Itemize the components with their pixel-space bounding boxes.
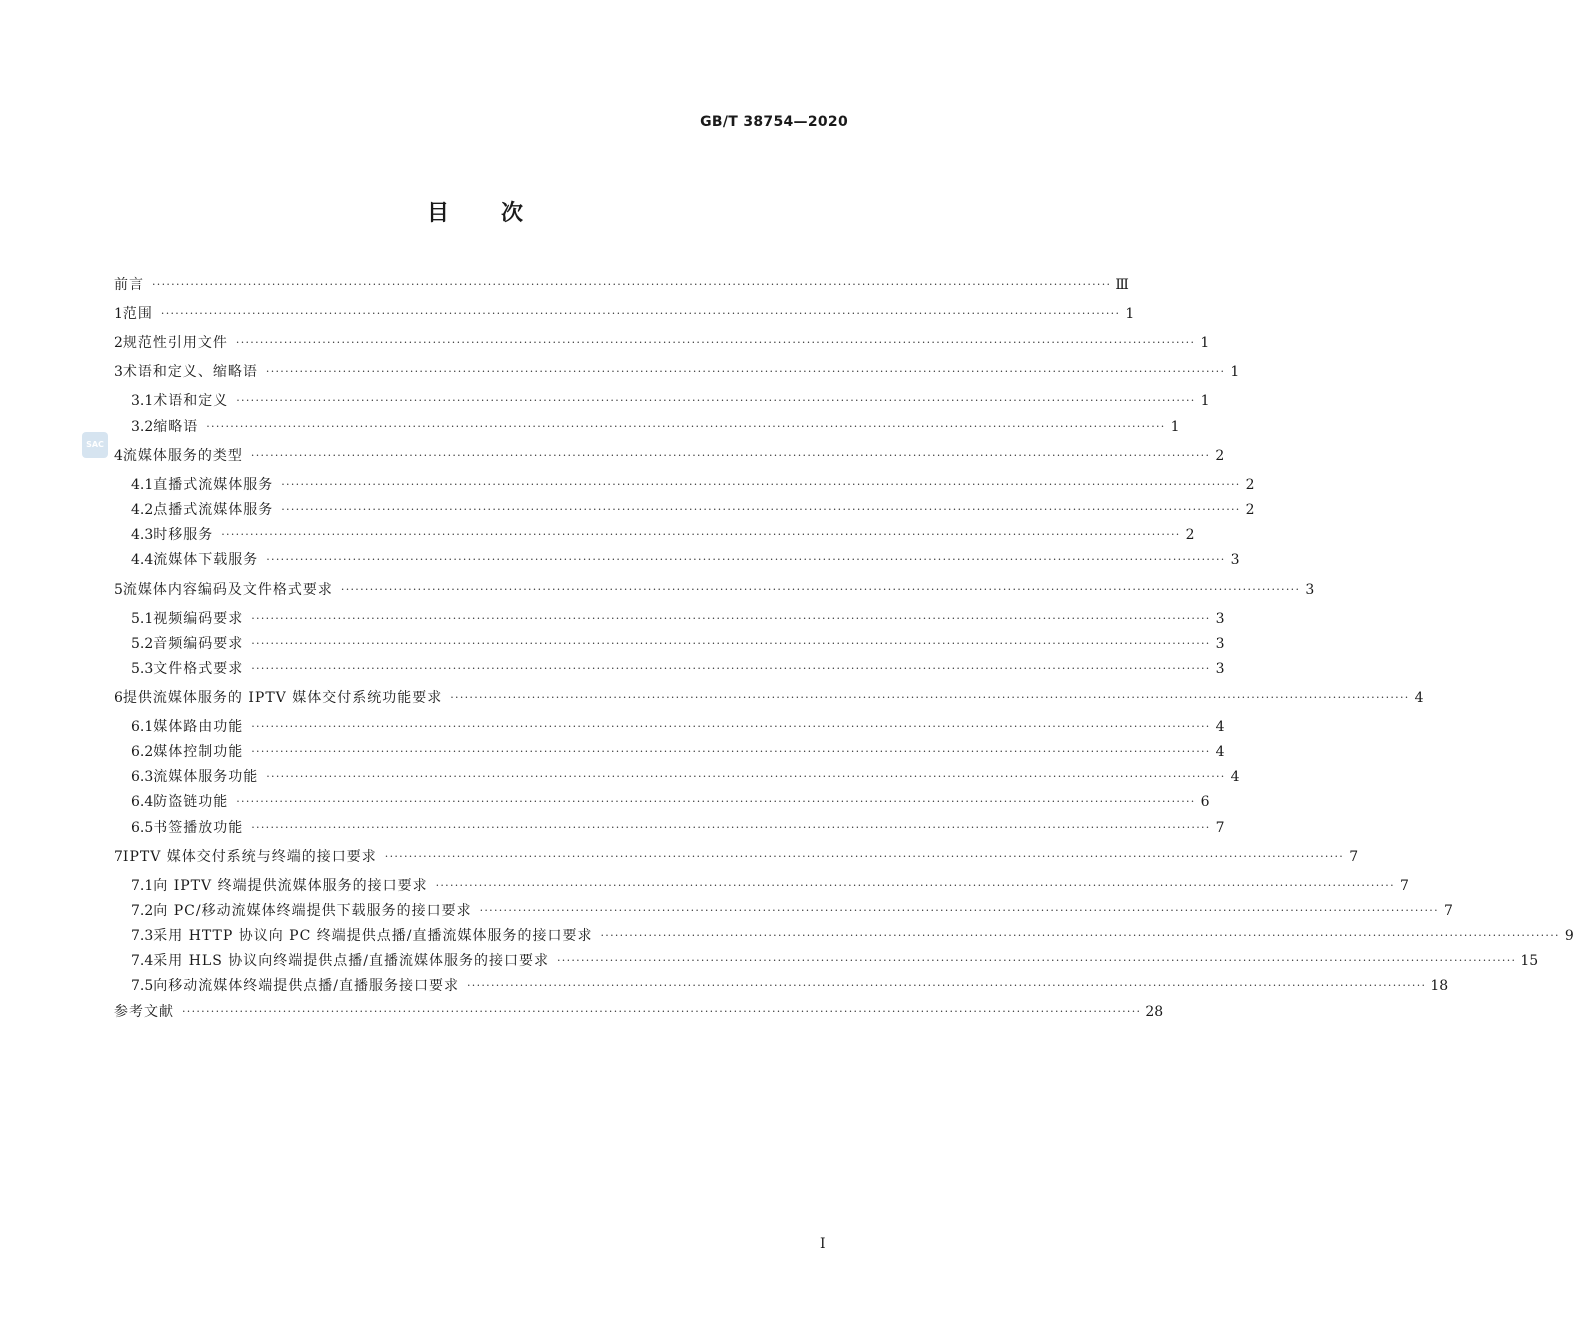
toc-entry[interactable] bbox=[131, 659, 1225, 679]
toc-entry-page: 3 bbox=[1215, 636, 1225, 652]
toc-entry-page: 7 bbox=[1443, 903, 1453, 919]
toc-entry-label: 术语和定义 bbox=[153, 393, 229, 409]
toc-entry-page: 1 bbox=[1125, 306, 1135, 322]
toc-entry-label: 采用 HTTP 协议向 PC 终端提供点播/直播流媒体服务的接口要求 bbox=[153, 928, 593, 944]
toc-entry-number: 5.1 bbox=[131, 611, 154, 627]
toc-entry-number: 4.1 bbox=[131, 477, 154, 493]
toc-entry[interactable] bbox=[131, 767, 1240, 787]
toc-entry[interactable] bbox=[114, 275, 1129, 295]
toc-entry-page: 6 bbox=[1200, 794, 1210, 810]
toc-entry-page: 3 bbox=[1230, 552, 1240, 568]
toc-entry[interactable] bbox=[131, 500, 1255, 520]
toc-entry-number: 6.4 bbox=[131, 794, 154, 810]
toc-entry-label: 直播式流媒体服务 bbox=[153, 477, 274, 493]
toc-entry-number: 6.3 bbox=[131, 769, 154, 785]
toc-entry-page: 3 bbox=[1305, 582, 1315, 598]
toc-entry[interactable] bbox=[131, 951, 1539, 971]
toc-leader-dots: ········································································································································································································ bbox=[600, 929, 1560, 942]
toc-entry-label: 参考文献 bbox=[114, 1004, 174, 1020]
toc-entry-label: 缩略语 bbox=[153, 419, 199, 435]
toc-entry-label: 书签播放功能 bbox=[153, 820, 244, 836]
toc-entry-number: 1 bbox=[114, 306, 123, 322]
toc-entry[interactable] bbox=[131, 609, 1225, 629]
toc-entry-page: 7 bbox=[1399, 878, 1409, 894]
toc-entry[interactable] bbox=[131, 525, 1195, 545]
toc-entry[interactable] bbox=[131, 634, 1225, 654]
toc-entry-label: 前言 bbox=[114, 277, 144, 293]
toc-entry-number: 3.1 bbox=[131, 393, 154, 409]
toc-entry-number: 5 bbox=[114, 582, 123, 598]
toc-entry-page: 15 bbox=[1520, 953, 1539, 969]
toc-entry-label: 流媒体内容编码及文件格式要求 bbox=[122, 582, 333, 598]
toc-entry-label: 采用 HLS 协议向终端提供点播/直播流媒体服务的接口要求 bbox=[153, 953, 549, 969]
toc-entry[interactable] bbox=[131, 391, 1210, 411]
toc-entry-number: 4.4 bbox=[131, 552, 154, 568]
toc-leader-dots: ········································································································································································································ bbox=[251, 662, 1211, 675]
toc-entry-number: 5.3 bbox=[131, 661, 154, 677]
toc-entry-label: 规范性引用文件 bbox=[122, 335, 228, 351]
toc-entry[interactable] bbox=[114, 304, 1135, 324]
toc-leader-dots: ········································································································································································································ bbox=[340, 583, 1301, 596]
toc-entry-label: 媒体控制功能 bbox=[153, 744, 244, 760]
title-char-1: 目 bbox=[426, 201, 449, 226]
toc-entry-page: 2 bbox=[1185, 527, 1195, 543]
toc-entry-number: 3 bbox=[114, 364, 123, 380]
toc-entry-number: 7.1 bbox=[131, 878, 154, 894]
toc-entry[interactable] bbox=[131, 876, 1409, 896]
toc-leader-dots: ········································································································································································································ bbox=[152, 278, 1112, 291]
toc-leader-dots: ········································································································································································································ bbox=[466, 979, 1427, 992]
toc-leader-dots: ········································································································································································································ bbox=[266, 553, 1226, 566]
title-char-2: 次 bbox=[501, 201, 524, 226]
toc-leader-dots: ········································································································································································································ bbox=[251, 720, 1211, 733]
sac-watermark-logo: SAC bbox=[82, 432, 108, 458]
toc-entry-number: 6.2 bbox=[131, 744, 154, 760]
toc-entry-page: 2 bbox=[1215, 448, 1225, 464]
toc-leader-dots: ········································································································································································································ bbox=[450, 691, 1410, 704]
toc-entry-page: 4 bbox=[1230, 769, 1240, 785]
toc-entry-number: 6.5 bbox=[131, 820, 154, 836]
toc-entry[interactable] bbox=[131, 550, 1240, 570]
toc-entry-page: 7 bbox=[1215, 820, 1225, 836]
toc-entry-label: 向 IPTV 终端提供流媒体服务的接口要求 bbox=[153, 878, 428, 894]
toc-entry[interactable] bbox=[114, 1002, 1164, 1022]
toc-leader-dots: ········································································································································································································ bbox=[281, 478, 1241, 491]
toc-entry-page: 3 bbox=[1215, 611, 1225, 627]
toc-entry[interactable] bbox=[131, 475, 1255, 495]
toc-entry-number: 7.3 bbox=[131, 928, 154, 944]
toc-entry-number: 5.2 bbox=[131, 636, 154, 652]
toc-leader-dots: ········································································································································································································ bbox=[265, 365, 1226, 378]
toc-entry[interactable] bbox=[114, 362, 1240, 382]
toc-leader-dots: ········································································································································································································ bbox=[182, 1005, 1142, 1018]
toc-entry-label: 视频编码要求 bbox=[153, 611, 244, 627]
toc-entry-page: 1 bbox=[1170, 419, 1180, 435]
toc-entry[interactable] bbox=[114, 333, 1210, 353]
toc-entry[interactable] bbox=[131, 417, 1180, 437]
toc-entry-label: 防盗链功能 bbox=[153, 794, 229, 810]
toc-entry[interactable] bbox=[131, 792, 1210, 812]
toc-entry[interactable] bbox=[131, 818, 1225, 838]
toc-leader-dots: ········································································································································································································ bbox=[251, 821, 1211, 834]
toc-entry-label: IPTV 媒体交付系统与终端的接口要求 bbox=[122, 849, 377, 865]
toc-entry-label: 范围 bbox=[122, 306, 153, 322]
standard-number: GB/T 38754—2020 bbox=[700, 114, 848, 130]
toc-entry-number: 7.5 bbox=[131, 978, 154, 994]
toc-leader-dots: ········································································································································································································ bbox=[281, 503, 1241, 516]
toc-entry-label: 文件格式要求 bbox=[153, 661, 244, 677]
toc-entry-label: 向 PC/移动流媒体终端提供下载服务的接口要求 bbox=[153, 903, 472, 919]
toc-entry-page: 4 bbox=[1215, 744, 1225, 760]
page-folio: I bbox=[820, 1236, 826, 1252]
toc-leader-dots: ········································································································································································································ bbox=[221, 528, 1181, 541]
toc-entry-label: 流媒体服务功能 bbox=[153, 769, 259, 785]
toc-entry-page: 1 bbox=[1200, 335, 1210, 351]
toc-entry-number: 7.4 bbox=[131, 953, 154, 969]
toc-entry-number: 7.2 bbox=[131, 903, 154, 919]
toc-entry[interactable] bbox=[131, 742, 1225, 762]
toc-entry-label: 媒体路由功能 bbox=[153, 719, 244, 735]
toc-leader-dots: ········································································································································································································ bbox=[266, 770, 1226, 783]
toc-entry[interactable] bbox=[131, 717, 1225, 737]
toc-entry-page: 9 bbox=[1564, 928, 1574, 944]
toc-entry[interactable] bbox=[131, 976, 1449, 996]
toc-leader-dots: ········································································································································································································ bbox=[251, 637, 1211, 650]
toc-entry-label: 流媒体下载服务 bbox=[153, 552, 259, 568]
toc-entry[interactable] bbox=[114, 446, 1225, 466]
toc-entry[interactable] bbox=[114, 688, 1424, 708]
toc-entry-number: 7 bbox=[114, 849, 123, 865]
toc-leader-dots: ········································································································································································································ bbox=[236, 795, 1196, 808]
toc-entry-page: 7 bbox=[1349, 849, 1359, 865]
toc-entry-page: 28 bbox=[1145, 1004, 1164, 1020]
toc-leader-dots: ········································································································································································································ bbox=[384, 850, 1345, 863]
toc-entry[interactable] bbox=[114, 580, 1315, 600]
toc-entry-page: 2 bbox=[1245, 502, 1255, 518]
toc-entry-page: 18 bbox=[1430, 978, 1449, 994]
toc-entry-number: 4.3 bbox=[131, 527, 154, 543]
toc-entry-page: 1 bbox=[1200, 393, 1210, 409]
toc-leader-dots: ········································································································································································································ bbox=[435, 879, 1395, 892]
toc-entry[interactable] bbox=[114, 847, 1359, 867]
toc-leader-dots: ········································································································································································································ bbox=[160, 307, 1121, 320]
toc-entry-number: 3.2 bbox=[131, 419, 154, 435]
toc-entry-number: 2 bbox=[114, 335, 123, 351]
toc-entry-page: 3 bbox=[1215, 661, 1225, 677]
page-title bbox=[0, 196, 950, 227]
toc-entry-number: 4.2 bbox=[131, 502, 154, 518]
toc-entry-page: 4 bbox=[1215, 719, 1225, 735]
toc-entry-page: 1 bbox=[1230, 364, 1240, 380]
toc-entry-page: Ⅲ bbox=[1115, 277, 1129, 293]
toc-entry-label: 流媒体服务的类型 bbox=[122, 448, 243, 464]
toc-entry-label: 音频编码要求 bbox=[153, 636, 244, 652]
toc-entry-number: 6.1 bbox=[131, 719, 154, 735]
toc-entry-label: 术语和定义、缩略语 bbox=[122, 364, 258, 380]
toc-entry-label: 提供流媒体服务的 IPTV 媒体交付系统功能要求 bbox=[122, 690, 443, 706]
toc-leader-dots: ········································································································································································································ bbox=[556, 954, 1517, 967]
toc-leader-dots: ········································································································································································································ bbox=[206, 420, 1166, 433]
toc-entry[interactable] bbox=[131, 901, 1453, 921]
toc-entry-number: 4 bbox=[114, 448, 123, 464]
toc-entry-label: 点播式流媒体服务 bbox=[153, 502, 274, 518]
toc-entry[interactable] bbox=[131, 926, 1574, 946]
toc-entry-page: 4 bbox=[1414, 690, 1424, 706]
toc-entry-page: 2 bbox=[1245, 477, 1255, 493]
toc-leader-dots: ········································································································································································································ bbox=[251, 612, 1211, 625]
toc-leader-dots: ········································································································································································································ bbox=[479, 904, 1439, 917]
toc-leader-dots: ········································································································································································································ bbox=[251, 745, 1211, 758]
toc-leader-dots: ········································································································································································································ bbox=[235, 336, 1196, 349]
toc-entry-number: 6 bbox=[114, 690, 123, 706]
toc-leader-dots: ········································································································································································································ bbox=[250, 449, 1211, 462]
toc-leader-dots: ········································································································································································································ bbox=[236, 394, 1196, 407]
toc-entry-label: 时移服务 bbox=[153, 527, 214, 543]
toc-entry-label: 向移动流媒体终端提供点播/直播服务接口要求 bbox=[153, 978, 459, 994]
